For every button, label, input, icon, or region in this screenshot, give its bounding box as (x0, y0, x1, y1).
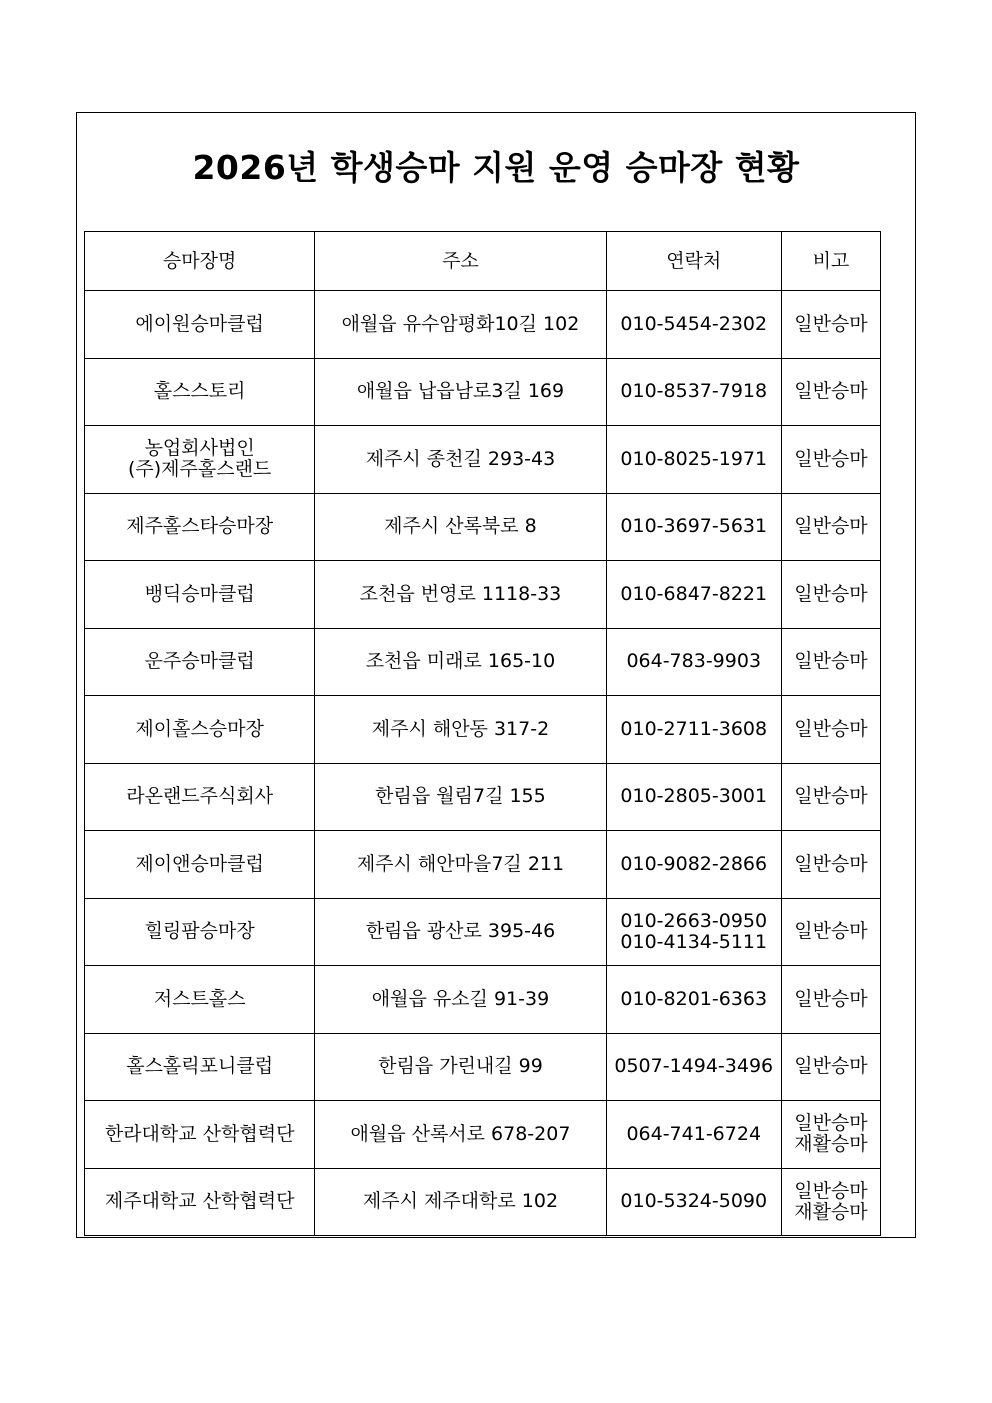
cell-address (315, 358, 606, 426)
cell-address-text: 제주시 해안마을7길 211 (356, 852, 565, 875)
header-name: 승마장명 (85, 232, 315, 291)
cell-name (85, 358, 315, 426)
table-row (85, 426, 881, 494)
cell-note (781, 291, 880, 359)
cell-name-text: 농업회사법인 (144, 437, 255, 460)
cell-name-text: 힐링팜승마장 (144, 920, 255, 943)
cell-name (85, 1168, 315, 1236)
cell-phone (606, 561, 781, 629)
table-row (85, 1101, 881, 1169)
cell-note (781, 898, 880, 966)
cell-name (85, 966, 315, 1034)
cell-name (85, 763, 315, 831)
cell-phone-text: 064-783-9903 (626, 650, 762, 673)
cell-address-text: 애월읍 유소길 91-39 (371, 987, 550, 1010)
cell-phone (606, 898, 781, 966)
cell-note (781, 831, 880, 899)
cell-address-text: 애월읍 납읍남로3길 169 (356, 380, 565, 403)
cell-name (85, 291, 315, 359)
cell-phone-text: 010-4134-5111 (620, 930, 768, 953)
cell-phone-text: 010-2805-3001 (620, 785, 768, 808)
table-row (85, 898, 881, 966)
table-row (85, 628, 881, 696)
cell-phone (606, 1101, 781, 1169)
cell-phone (606, 1168, 781, 1236)
cell-name-text: 홀스스토리 (153, 380, 246, 403)
cell-note-text: 일반승마 (794, 447, 868, 470)
cell-address-text: 한림읍 광산로 395-46 (365, 920, 556, 943)
cell-phone (606, 831, 781, 899)
cell-address (315, 1168, 606, 1236)
cell-phone (606, 966, 781, 1034)
cell-name (85, 831, 315, 899)
cell-name-text: 뱅딕승마클럽 (144, 582, 255, 605)
table-row (85, 831, 881, 899)
table-row (85, 1033, 881, 1101)
cell-name (85, 426, 315, 494)
cell-name-text: 제이앤승마클럽 (135, 852, 264, 875)
cell-note-text: 재활승마 (794, 1200, 868, 1223)
cell-note (781, 358, 880, 426)
cell-phone (606, 426, 781, 494)
header-note: 비고 (781, 232, 880, 291)
table-header-row (85, 232, 881, 291)
cell-phone (606, 763, 781, 831)
cell-name (85, 696, 315, 764)
cell-phone-text: 010-8537-7918 (620, 380, 768, 403)
header-address: 주소 (315, 232, 606, 291)
cell-phone-text: 010-2711-3608 (620, 717, 768, 740)
cell-phone-text: 010-3697-5631 (620, 515, 768, 538)
cell-note-text: 일반승마 (794, 987, 868, 1010)
cell-note-text: 일반승마 (794, 1055, 868, 1078)
table-row (85, 966, 881, 1034)
cell-address-text: 조천읍 번영로 1118-33 (359, 582, 562, 605)
cell-address (315, 426, 606, 494)
cell-address (315, 291, 606, 359)
cell-note (781, 426, 880, 494)
cell-name-text: 저스트홀스 (153, 987, 246, 1010)
cell-address (315, 493, 606, 561)
cell-address (315, 1033, 606, 1101)
cell-phone-text: 064-741-6724 (626, 1122, 762, 1145)
cell-name (85, 493, 315, 561)
cell-name-text: 홀스홀릭포니클럽 (126, 1055, 274, 1078)
cell-phone (606, 1033, 781, 1101)
cell-note-text: 일반승마 (794, 920, 868, 943)
cell-phone-text: 010-8201-6363 (620, 987, 768, 1010)
cell-address (315, 1101, 606, 1169)
cell-phone-text: 010-5324-5090 (620, 1190, 768, 1213)
cell-name (85, 628, 315, 696)
cell-address (315, 966, 606, 1034)
cell-note-text: 일반승마 (794, 1112, 868, 1135)
header-phone: 연락처 (606, 232, 781, 291)
cell-name (85, 1101, 315, 1169)
cell-address-text: 제주시 종천길 293-43 (365, 447, 556, 470)
cell-address (315, 561, 606, 629)
cell-name-text: 제주대학교 산학협력단 (104, 1190, 295, 1213)
cell-address-text: 조천읍 미래로 165-10 (365, 650, 556, 673)
table-row (85, 291, 881, 359)
cell-name-text: (주)제주홀스랜드 (127, 458, 272, 481)
cell-name-text: 제이홀스승마장 (135, 717, 264, 740)
cell-note-text: 일반승마 (794, 785, 868, 808)
cell-note-text: 일반승마 (794, 650, 868, 673)
cell-address-text: 한림읍 가린내길 99 (378, 1055, 543, 1078)
cell-note-text: 일반승마 (794, 582, 868, 605)
cell-phone (606, 291, 781, 359)
cell-name (85, 561, 315, 629)
table-row (85, 358, 881, 426)
cell-note (781, 493, 880, 561)
cell-note (781, 561, 880, 629)
cell-address (315, 831, 606, 899)
cell-note-text: 일반승마 (794, 312, 868, 335)
table-row (85, 561, 881, 629)
cell-note-text: 일반승마 (794, 1179, 868, 1202)
cell-address-text: 애월읍 산록서로 678-207 (350, 1122, 571, 1145)
cell-address (315, 898, 606, 966)
cell-name-text: 라온랜드주식회사 (126, 785, 274, 808)
cell-phone-text: 010-6847-8221 (620, 582, 768, 605)
cell-name-text: 한라대학교 산학협력단 (104, 1122, 295, 1145)
cell-phone-text: 010-9082-2866 (620, 852, 768, 875)
cell-name (85, 898, 315, 966)
table-row (85, 493, 881, 561)
table-row (85, 1168, 881, 1236)
cell-name (85, 1033, 315, 1101)
cell-name-text: 에이원승마클럽 (135, 312, 264, 335)
cell-address (315, 763, 606, 831)
cell-phone (606, 628, 781, 696)
cell-phone (606, 358, 781, 426)
cell-address-text: 제주시 산록북로 8 (384, 515, 537, 538)
cell-address-text: 제주시 제주대학로 102 (362, 1190, 559, 1213)
cell-note (781, 696, 880, 764)
cell-note-text: 일반승마 (794, 380, 868, 403)
cell-note (781, 966, 880, 1034)
cell-note-text: 재활승마 (794, 1133, 868, 1156)
cell-phone-text: 010-2663-0950 (620, 909, 768, 932)
cell-note (781, 1033, 880, 1101)
cell-note (781, 628, 880, 696)
cell-note (781, 1101, 880, 1169)
cell-address-text: 한림읍 월림7길 155 (375, 785, 546, 808)
cell-phone-text: 010-8025-1971 (620, 447, 768, 470)
cell-address-text: 제주시 해안동 317-2 (371, 717, 550, 740)
cell-note-text: 일반승마 (794, 852, 868, 875)
cell-phone (606, 493, 781, 561)
cell-address-text: 애월읍 유수암평화10길 102 (341, 312, 580, 335)
cell-name-text: 운주승마클럽 (144, 650, 255, 673)
cell-note (781, 1168, 880, 1236)
cell-note-text: 일반승마 (794, 515, 868, 538)
cell-note-text: 일반승마 (794, 717, 868, 740)
page-title: 2026년 학생승마 지원 운영 승마장 현황 (192, 148, 800, 187)
cell-name-text: 제주홀스타승마장 (126, 515, 274, 538)
riding-center-table (84, 231, 881, 1236)
cell-address (315, 696, 606, 764)
table-row (85, 696, 881, 764)
cell-note (781, 763, 880, 831)
cell-address (315, 628, 606, 696)
cell-phone-text: 0507-1494-3496 (614, 1055, 774, 1078)
cell-phone-text: 010-5454-2302 (620, 312, 768, 335)
cell-phone (606, 696, 781, 764)
table-row (85, 763, 881, 831)
